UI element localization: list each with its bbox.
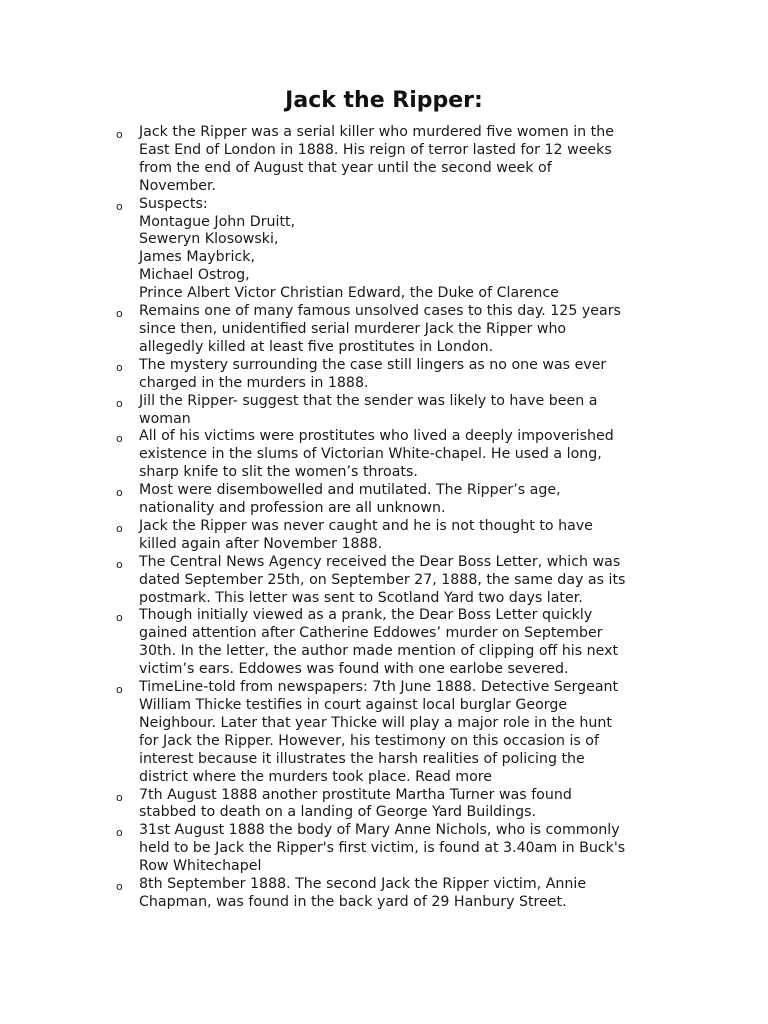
list-item-text-line: November. [139,177,217,194]
bullet-list [116,124,686,912]
list-item-text-line: William Thicke testifies in court against local burglar George [139,697,568,713]
list-item-text-line: Jill the Ripper- suggest that the sender was likely to have been a [139,392,598,409]
bullet-marker: o [116,360,123,374]
list-item-text-line: The Central News Agency received the Dear Boss Letter, which was [139,553,621,570]
list-item-text-line: Michael Ostrog, [139,267,250,284]
list-item-text-line: Though initially viewed as a prank, the Dear Boss Letter quickly [139,607,593,624]
list-item-text-line: 31st August 1888 the body of Mary Anne Nichols, who is commonly [139,822,620,839]
list-item [116,428,686,482]
list-item-text-line: Suspects: [139,195,208,212]
list-item [116,482,686,518]
list-item [116,679,686,786]
list-item-text-line: stabbed to death on a landing of George Yard Buildings. [139,804,536,821]
bullet-marker: o [116,486,123,500]
list-item [116,303,686,357]
list-item-text-line: Jack the Ripper was never caught and he is not thought to have [139,517,593,534]
list-item-text-line: James Maybrick, [139,249,255,266]
list-item [116,822,686,876]
list-item-text-line: postmark. This letter was sent to Scotland Yard two days later. [139,589,583,606]
page-title: Jack the Ripper: [285,88,483,113]
list-item-text-line: 8th September 1888. The second Jack the Ripper victim, Annie [139,876,587,893]
list-item-text-line: dated September 25th, on September 27, 1888, the same day as its [139,571,626,588]
bullet-marker: o [116,557,123,571]
list-item-text-line: interest because it illustrates the harsh realities of policing the [139,750,585,767]
bullet-marker: o [116,521,123,535]
list-item-text-line: East End of London in 1888. His reign of terror lasted for 12 weeks [139,141,612,158]
bullet-marker: o [116,199,123,213]
list-item [116,518,686,554]
list-item-text-line: Remains one of many famous unsolved cases to this day. 125 years [139,303,621,320]
list-item-text-line: 30th. In the letter, the author made mention of clipping off his next [139,643,619,660]
list-item-text-line: woman [139,410,191,427]
list-item-text-line: Chapman, was found in the back yard of 29 Hanbury Street. [139,893,567,910]
list-item-text-line: held to be Jack the Ripper's first victim, is found at 3.40am in Buck's [139,840,626,857]
list-item-text-line: Prince Albert Victor Christian Edward, the Duke of Clarence [139,285,559,302]
list-item-text-line: killed again after November 1888. [139,535,383,552]
list-item [116,357,686,393]
list-item-text-line: for Jack the Ripper. However, his testimony on this occasion is of [139,732,599,749]
list-item-text-line: charged in the murders in 1888. [139,374,369,391]
list-item-text-line: Jack the Ripper was a serial killer who murdered five women in the [139,124,614,140]
list-item-text-line: existence in the slums of Victorian White-chapel. He used a long, [139,446,602,463]
bullet-marker: o [116,790,123,804]
list-item-text-line: gained attention after Catherine Eddowes’ murder on September [139,625,603,642]
list-item-text-line: TimeLine-told from newspapers: 7th June 1888. Detective Sergeant [139,679,619,696]
bullet-marker: o [116,611,123,625]
list-item [116,124,686,196]
list-item [116,196,686,303]
list-item-text-line: Most were disembowelled and mutilated. The Ripper’s age, [139,482,561,499]
list-item-text-line: 7th August 1888 another prostitute Martha Turner was found [139,786,572,803]
list-item-text-line: from the end of August that year until the second week of [139,159,552,176]
list-item [116,554,686,608]
list-item-text-line: Neighbour. Later that year Thicke will play a major role in the hunt [139,714,612,731]
bullet-marker: o [116,432,123,446]
list-item-text-line: sharp knife to slit the women’s throats. [139,464,418,481]
list-item-text-line: victim’s ears. Eddowes was found with one earlobe severed. [139,661,569,678]
list-item-text-line: Seweryn Klosowski, [139,231,279,248]
list-item-text-line: The mystery surrounding the case still lingers as no one was ever [139,356,607,373]
bullet-marker: o [116,307,123,321]
list-item [116,393,686,429]
list-item-text-line: Montague John Druitt, [139,213,296,230]
list-item [116,876,686,912]
bullet-marker: o [116,128,123,141]
list-item-text-line: nationality and profession are all unknown. [139,500,446,517]
list-item-text-line: since then, unidentified serial murderer Jack the Ripper who [139,320,567,337]
list-item-text-line: Row Whitechapel [139,858,262,875]
list-item [116,787,686,823]
list-item-text-line: All of his victims were prostitutes who lived a deeply impoverished [139,428,614,445]
bullet-marker: o [116,683,123,697]
bullet-marker: o [116,880,123,894]
list-item-text-line: allegedly killed at least five prostitutes in London. [139,338,494,355]
bullet-marker: o [116,396,123,410]
list-item-text-line: district where the murders took place. Read more [139,768,493,785]
bullet-marker: o [116,826,123,840]
list-item [116,607,686,679]
